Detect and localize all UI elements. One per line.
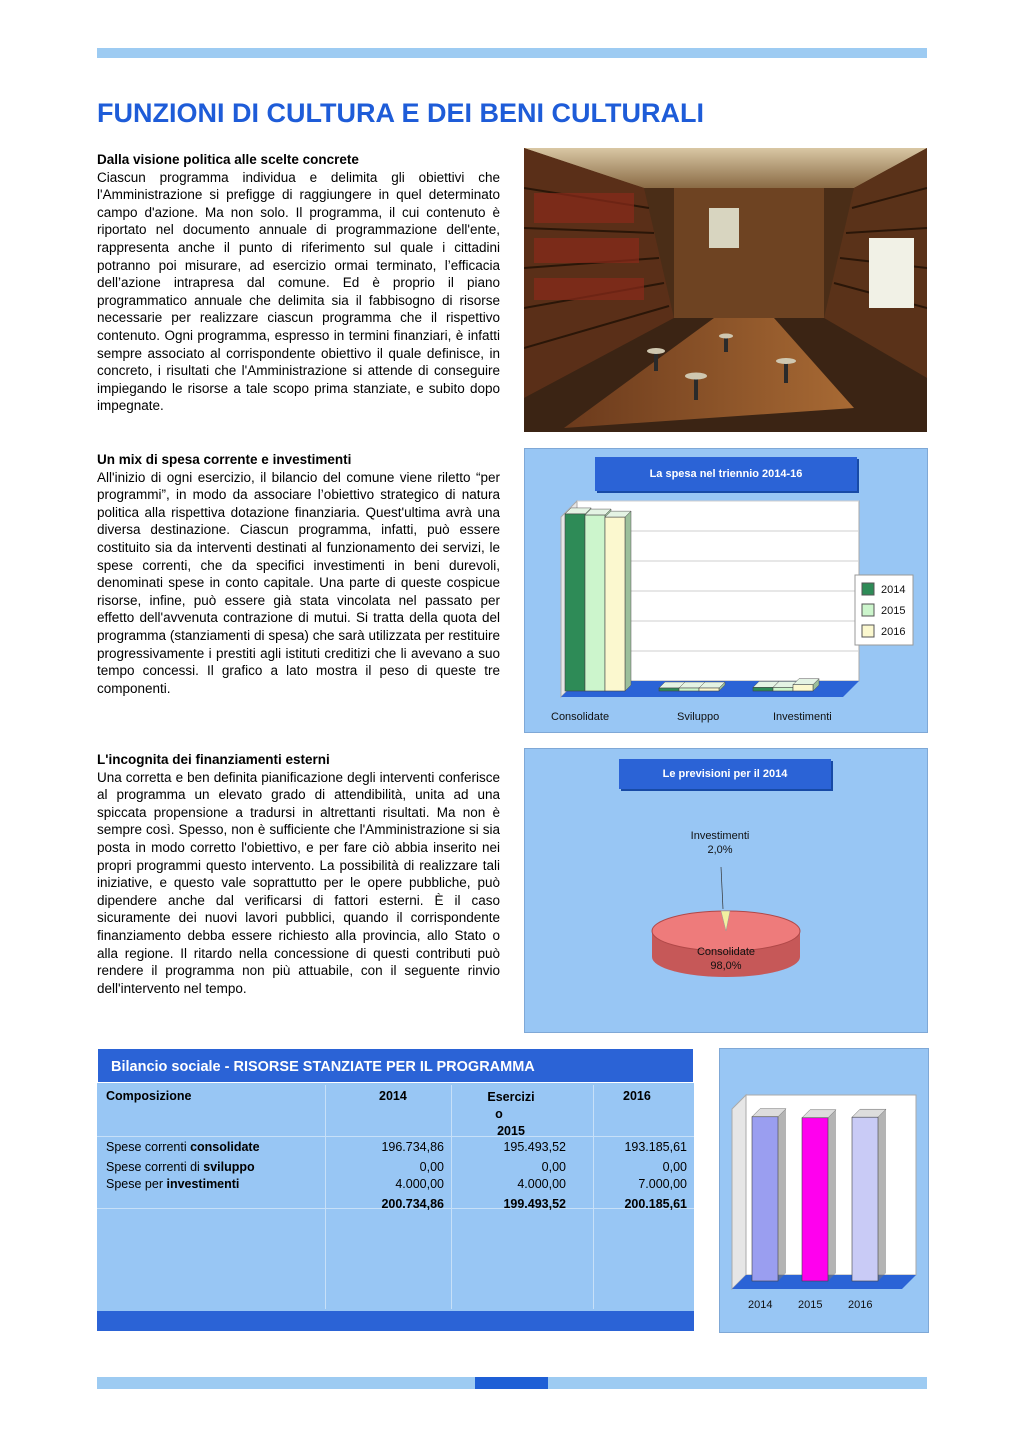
section-body: Una corretta e ben definita pianificazione degli interventi conferisce al programma un elevato grado di attendibilità, unita ad una spiccata propensione a tradursi in altrettanti risultati. Ma non è sempre così. Spesso, non è sufficiente che l'Amministrazione si sia posta in modo corretto l'obiettivo, e per fare ciò abbia inserito nei propri programmi questo intervento. La possibilità di realizzare tali iniziative, e questo vale soprattutto per le opere pubbliche, può dipendere anche dal verificarsi di fattori esterni. È il caso sicuramente dei nuovi lavori pubblici, quando il corrispondente finanziamento debba essere richiesto alla provincia, allo Stato o alla regione. Il ritardo nella concessione di questi contributi può rendere il programma non più attuabile, con il seguente rinvio dell'intervento nel tempo. — [97, 769, 500, 996]
table-title-bar — [97, 1048, 694, 1083]
section-visione-politica — [97, 151, 500, 415]
legend-label: 2016 — [881, 626, 906, 638]
x-tick-label: 2014 — [748, 1299, 773, 1311]
section-heading: L'incognita dei finanziamenti esterni — [97, 752, 330, 767]
x-tick-label: Sviluppo — [677, 711, 720, 723]
pie-chart-svg — [525, 749, 927, 1032]
section-mix-spesa — [97, 451, 500, 697]
top-decoration-bar — [97, 48, 927, 58]
header-composizione: Composizione — [106, 1089, 192, 1103]
section-body: Ciascun programma individua e delimita gli obiettivi che l'Amministrazione si prefigge di raggiungere in quel determinato campo d'azione. Ma non solo. Il programma, il cui contenuto è riportato nel documento annuale di programmazione dell'ente, rappresenta anche il punto di riferimento sul quale i cittadini potranno poi misurare, ad esercizio ormai terminato, l’efficacia dell’azione intrapresa dal comune. Ed è proprio il piano programmatico annuale che delimita sia il fabbisogno di risorse necessarie per realizzare ciascun programma che il rispettivo contenuto. Ogni programma, espresso in termini finanziari, è infatti sempre associato al corrispondente obiettivo il quale definisce, in concreto, i risultati che l'Amministrazione si attende di conseguire impiegando le risorse a tale scopo prima stanziate, e subito dopo impegnate. — [97, 169, 500, 414]
table-title: Bilancio sociale - RISORSE STANZIATE PER IL PROGRAMMA — [111, 1059, 535, 1075]
page-title: FUNZIONI DI CULTURA E DEI BENI CULTURALI — [97, 98, 704, 128]
section-heading: Un mix di spesa corrente e investimenti — [97, 452, 352, 467]
header-esercizio: Esercizi o 2015 — [487, 1090, 535, 1138]
x-tick-label: 2016 — [848, 1299, 873, 1311]
risorse-table: Bilancio sociale - RISORSE STANZIATE PER IL PROGRAMMA Composizione 2014 Esercizi o 2015 2016 Spese correnti consolidate 196.734,86 195.493,52 193.185,61 Spese correnti di sviluppo 0,00 0,00 0,00 Spese per investimenti 4.000,00 4.000,00 7.000,00 200.734,86 199.493,52 200.185,61 — [97, 1048, 694, 1331]
header-2016: 2016 — [623, 1089, 651, 1103]
x-tick-label: Investimenti — [773, 711, 832, 723]
library-photo — [524, 148, 927, 432]
bottom-decoration-bar — [97, 1377, 927, 1389]
x-tick-label: 2015 — [798, 1299, 823, 1311]
bar-side — [878, 1109, 886, 1281]
bar-investimenti-2014 — [753, 687, 773, 691]
section-heading: Dalla visione politica alle scelte concrete — [97, 152, 359, 167]
header-2014: 2014 — [379, 1089, 407, 1103]
bar-investimenti-2015 — [773, 687, 793, 691]
bar-consolidate-2014 — [565, 514, 585, 691]
bar-2014 — [752, 1117, 778, 1281]
bar-consolidate-2015 — [585, 515, 605, 691]
legend-swatch — [862, 625, 874, 637]
legend-swatch — [862, 604, 874, 616]
bar-sviluppo-2015 — [679, 688, 699, 691]
totals-bar-svg — [720, 1049, 928, 1332]
library-illustration — [524, 148, 927, 432]
chart-totali-annui — [719, 1048, 929, 1333]
legend-label: 2015 — [881, 605, 906, 617]
legend-swatch — [862, 583, 874, 595]
chart-title: Le previsioni per il 2014 — [619, 759, 831, 789]
bar-side — [828, 1110, 836, 1281]
pie-label-consolidate: Consolidate 98,0% — [696, 946, 756, 972]
side-wall — [732, 1095, 746, 1289]
bar-2015 — [802, 1118, 828, 1281]
bar-sviluppo-2014 — [659, 688, 679, 691]
bar-sviluppo-2016 — [699, 688, 719, 691]
page-marker — [475, 1377, 548, 1389]
bar-side — [778, 1109, 786, 1281]
section-body: All'inizio di ogni esercizio, il bilancio del comune viene riletto “per programmi”, in modo da associare l’obiettivo strategico di natura politica alla rispettiva dotazione finanziaria. Quest'ultima avrà una diversa destinazione. Ciascun programma, infatti, può essere costituito sia da interventi destinati al funzionamento dei servizi, le spese correnti, che da specifici investimenti in beni durevoli, denominati spese in conto capitale. Una parte di queste cospicue risorse, infine, può essere già stata vincolata nel passato per effetto dell'avvenuta contrazione di mutui. Si tratta della quota del programma (stanziamenti di spesa) che sarà utilizzata per restituire progressivamente i prestiti agli istituti creditizi che li avevano a suo tempo concessi. Il grafico a lato mostra il peso di queste tre componenti. — [97, 469, 500, 696]
chart-spesa-triennio — [524, 448, 928, 733]
bar-side — [625, 511, 631, 691]
x-tick-label: Consolidate — [551, 711, 610, 723]
bar-consolidate-2016 — [605, 517, 625, 691]
section-finanziamenti-esterni — [97, 751, 500, 997]
chart-previsioni-2014 — [524, 748, 928, 1033]
chart-title: La spesa nel triennio 2014-16 — [595, 457, 857, 491]
bar-2016 — [852, 1117, 878, 1281]
table-footer-bar — [97, 1311, 694, 1331]
legend-label: 2014 — [881, 584, 906, 596]
bar-chart-svg — [525, 449, 927, 732]
pie-label-investimenti: Investimenti 2,0% — [690, 830, 750, 856]
bar-investimenti-2016 — [793, 685, 813, 691]
